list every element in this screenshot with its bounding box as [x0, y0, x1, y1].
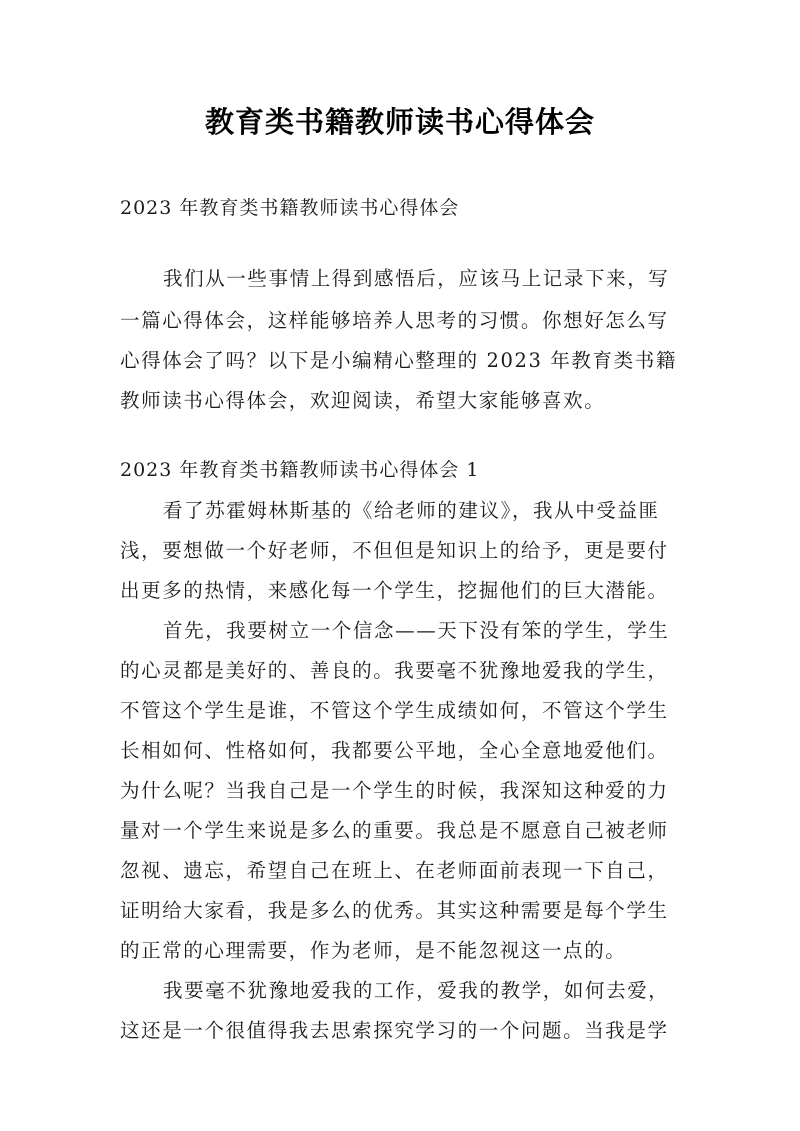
body-line: 我要毫不犹豫地爱我的工作，爱我的教学，如何去爱，	[163, 979, 670, 1002]
body-line: 的正常的心理需要，作为老师，是不能忽视这一点的。	[120, 939, 627, 962]
body-line: 量对一个学生来说是多么的重要。我总是不愿意自己被老师	[120, 819, 669, 842]
body-line: 为什么呢？当我自己是一个学生的时候，我深知这种爱的力	[120, 779, 669, 802]
body-line: 首先，我要树立一个信念——天下没有笨的学生，学生	[163, 619, 670, 642]
body-line: 这还是一个很值得我去思索探究学习的一个问题。当我是学	[120, 1019, 669, 1042]
body-line: 长相如何、性格如何，我都要公平地，全心全意地爱他们。	[120, 739, 669, 762]
intro-line: 心得体会了吗？以下是小编精心整理的 2023 年教育类书籍	[120, 349, 677, 372]
body-line: 浅，要想做一个好老师，不但但是知识上的给予，更是要付	[120, 539, 669, 562]
intro-line: 我们从一些事情上得到感悟后，应该马上记录下来，写	[163, 267, 670, 290]
body-line: 证明给大家看，我是多么的优秀。其实这种需要是每个学生	[120, 899, 669, 922]
intro-line: 一篇心得体会，这样能够培养人思考的习惯。你想好怎么写	[120, 309, 669, 332]
document-subtitle: 2023 年教育类书籍教师读书心得体会	[120, 197, 460, 219]
document-title: 教育类书籍教师读书心得体会	[204, 105, 595, 139]
body-line: 忽视、遗忘，希望自己在班上、在老师面前表现一下自己，	[120, 859, 669, 882]
body-line: 出更多的热情，来感化每一个学生，挖掘他们的巨大潜能。	[120, 579, 669, 602]
intro-line: 教师读书心得体会，欢迎阅读，希望大家能够喜欢。	[120, 389, 606, 412]
section-heading: 2023 年教育类书籍教师读书心得体会 1	[120, 459, 480, 481]
body-line: 的心灵都是美好的、善良的。我要毫不犹豫地爱我的学生，	[120, 659, 669, 682]
body-line: 看了苏霍姆林斯基的《给老师的建议》，我从中受益匪	[163, 499, 660, 522]
body-line: 不管这个学生是谁，不管这个学生成绩如何，不管这个学生	[120, 699, 669, 722]
